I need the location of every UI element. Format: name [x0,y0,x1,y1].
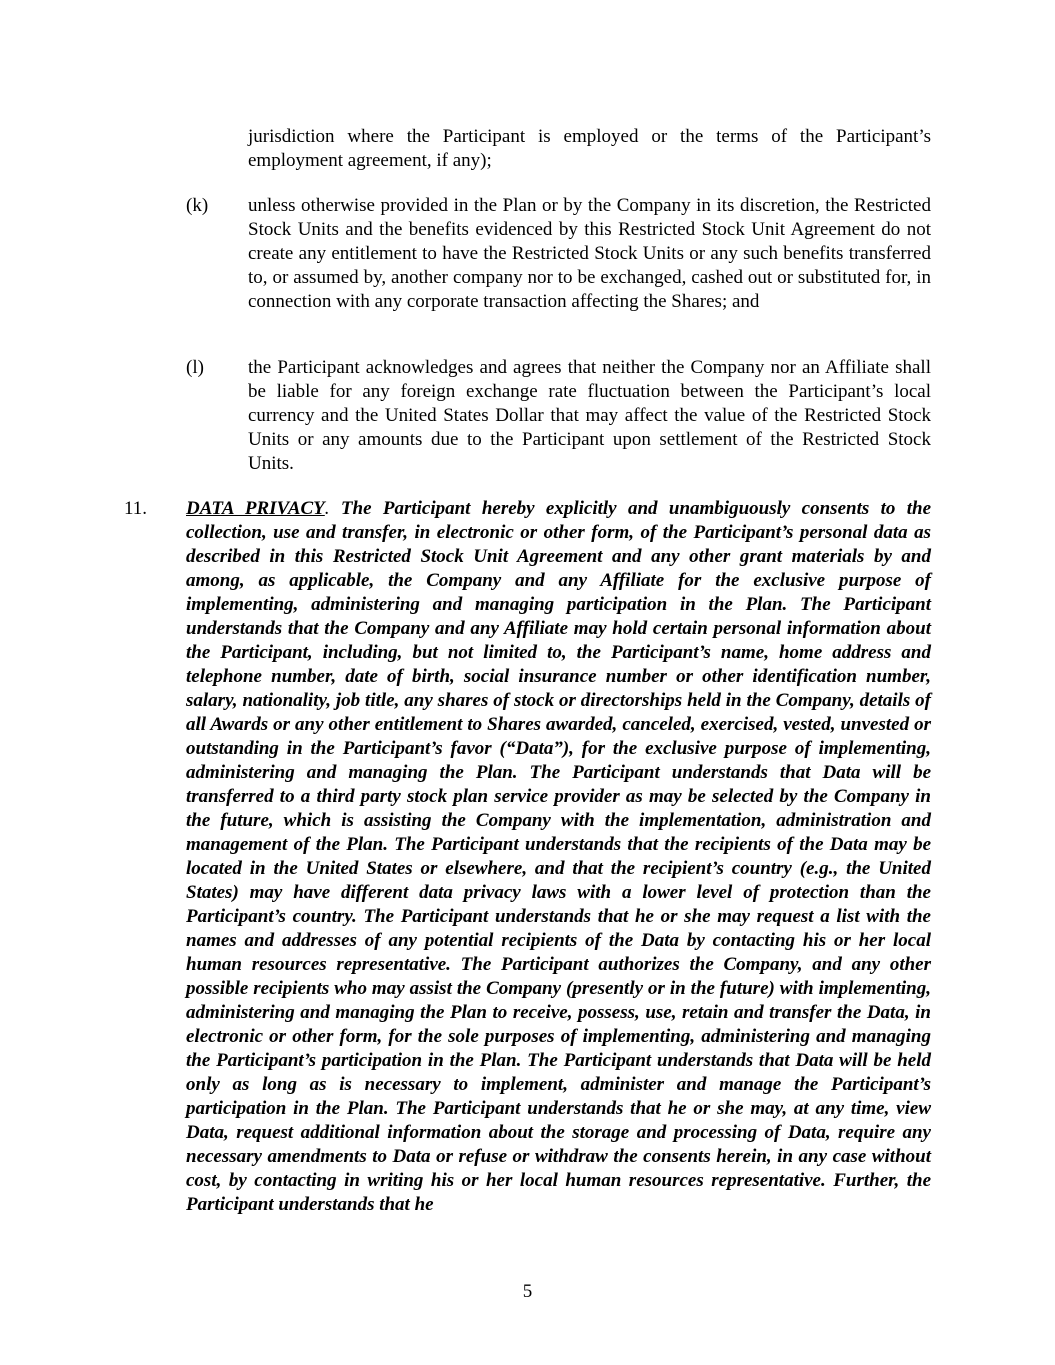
section-heading-punct: . [324,498,330,519]
section-data-privacy [186,497,931,1217]
section-number: 11. [124,498,148,519]
item-k-text: unless otherwise provided in the Plan or by the Company in its discretion, the Restricted Stock Units and the benefits evidenced by this Restricted Stock Unit Agreement do not create any entitlement to have the Restricted Stock Units or any such benefits transferred to, or assumed by, another company nor to be exchanged, cashed out or substituted for, in connection with any corporate transaction affecting the Shares; and [248,195,931,312]
continuation-paragraph: jurisdiction where the Participant is employed or the terms of the Participant’s employment agreement, if any); [248,126,931,171]
page-number: 5 [522,1281,533,1302]
section-heading: DATA PRIVACY [186,498,325,519]
item-l-label: (l) [186,357,204,378]
section-body: The Participant hereby explicitly and unambiguously consents to the collection, use and transfer, in electronic or other form, of the Participant’s personal data as described in this Restricted Stock Unit Agreement and any other grant materials by and among, as applicable, the Company and any Affiliate for the exclusive purpose of implementing, administering and managing participation in the Plan. The Participant understands that the Company and any Affiliate may hold certain personal information about the Participant, including, but not limited to, the Participant’s name, home address and telephone number, date of birth, social insurance number or other identification number, salary, nationality, job title, any shares of stock or directorships held in the Company, details of all Awards or any other entitlement to Shares awarded, canceled, exercised, vested, unvested or outstanding in the Participant’s favor (“Data”), for the exclusive purpose of implementing, administering and managing the Plan. The Participant understands that Data will be transferred to a third party stock plan service provider as may be selected by the Company in the future, which is assisting the Company with the implementation, administration and management of the Plan. The Participant understands that the recipients of the Data may be located in the United States or elsewhere, and that the recipient’s country (e.g., the United States) may have different data privacy laws with a lower level of protection than the Participant’s country. The Participant understands that he or she may request a list with the names and addresses of any potential recipients of the Data by contacting his or her local human resources representative. The Participant authorizes the Company, and any other possible recipients who may assist the Company (presently or in the future) with implementing, administering and managing the Plan to receive, possess, use, retain and transfer the Data, in electronic or other form, for the sole purposes of implementing, administering and managing the Participant’s participation in the Plan. The Participant understands that Data will be held only as long as is necessary to implement, administer and manage the Participant’s participation in the Plan. The Participant understands that he or she may, at any time, view Data, request additional information about the storage and processing of Data, require any necessary amendments to Data or refuse or withdraw the consents herein, in any case without cost, by contacting in writing his or her local human resources representative. Further, the Participant understands that he [186,498,932,1215]
item-l-text: the Participant acknowledges and agrees that neither the Company nor an Affiliate shall be liable for any foreign exchange rate fluctuation between the Participant’s local currency and the United States Dollar that may affect the value of the Restricted Stock Units or any amounts due to the Participant upon settlement of the Restricted Stock Units. [248,357,931,474]
item-k-label: (k) [186,195,209,216]
